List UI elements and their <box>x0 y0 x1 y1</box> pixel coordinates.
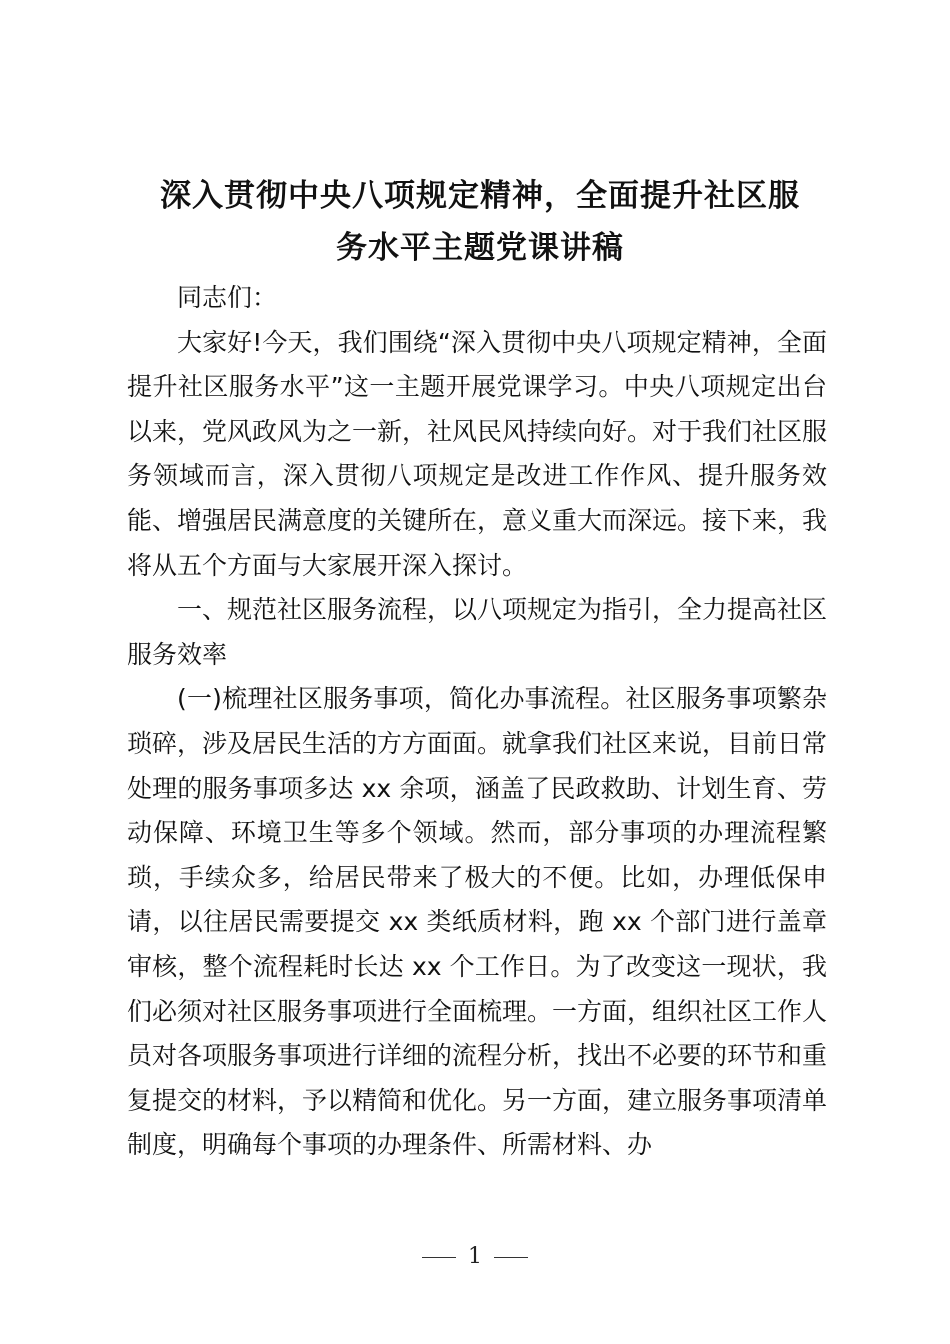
section-heading-1: 一、规范社区服务流程，以八项规定为指引，全力提高社区服务效率 <box>127 595 828 669</box>
footer-dash-right <box>494 1257 528 1258</box>
document-body <box>127 276 827 1168</box>
title-line-1: 深入贯彻中央八项规定精神，全面提升社区服 <box>160 178 800 214</box>
page-footer <box>0 1244 950 1269</box>
document-title <box>120 170 840 274</box>
paragraph-subsection-1: (一)梳理社区服务事项，简化办事流程。社区服务事项繁杂琐碎，涉及居民生活的方方面面。就拿我们社区来说，目前日常处理的服务事项多达 xx 余项，涵盖了民政救助、计划生育、劳动保障、环境卫生等多个领域。然而，部分事项的办理流程繁琐，手续众多，给居民带来了极大的不便。比如，办理低保申请，以往居民需要提交 xx 类纸质材料，跑 xx 个部门进行盖章审核，整个流程耗时长达 xx 个工作日。为了改变这一现状，我们必须对社区服务事项进行全面梳理。一方面，组织社区工作人员对各项服务事项进行详细的流程分析，找出不必要的环节和重复提交的材料，予以精简和优化。另一方面，建立服务事项清单制度，明确每个事项的办理条件、所需材料、办 <box>127 684 828 1160</box>
footer-dash-left <box>422 1257 456 1258</box>
page-number: 1 <box>468 1244 482 1269</box>
title-line-2: 务水平主题党课讲稿 <box>336 230 624 266</box>
paragraph-intro: 大家好!今天，我们围绕“深入贯彻中央八项规定精神，全面提升社区服务水平”这一主题开展党课学习。中央八项规定出台以来，党风政风为之一新，社风民风持续向好。对于我们社区服务领域而言，深入贯彻八项规定是改进工作作风、提升服务效能、增强居民满意度的关键所在，意义重大而深远。接下来，我将从五个方面与大家展开深入探讨。 <box>127 327 828 580</box>
salutation: 同志们： <box>177 283 278 312</box>
